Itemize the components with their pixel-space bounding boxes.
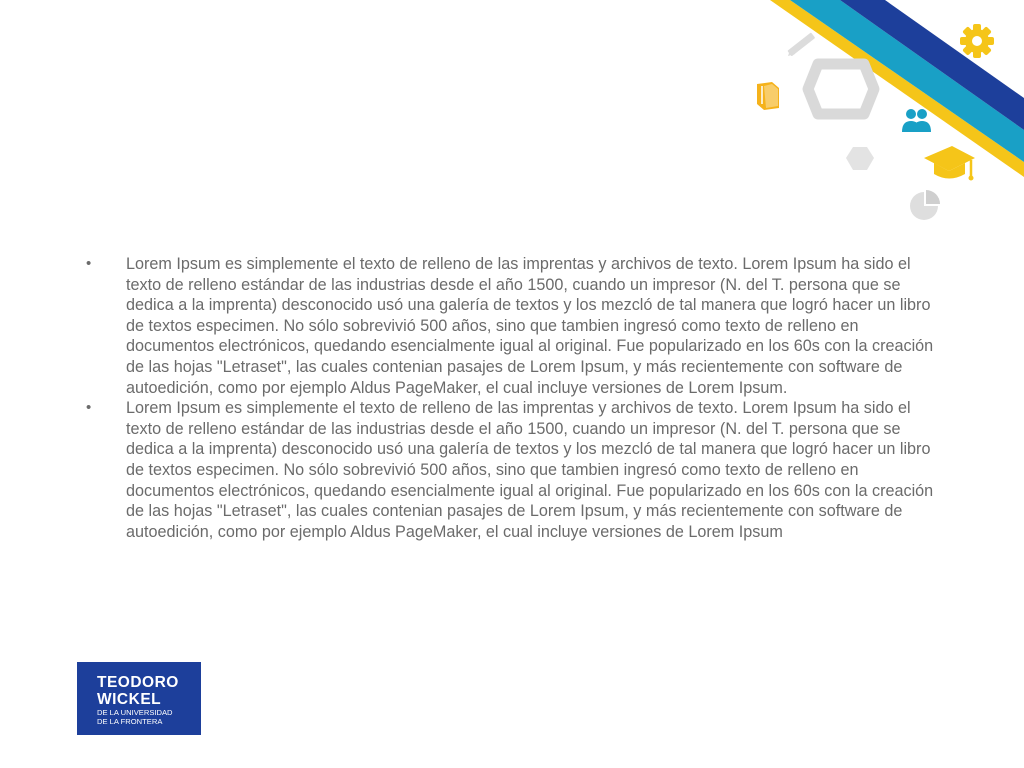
bullet-marker: • [86,399,92,417]
bullet-marker: • [86,255,92,272]
pencil-icon [787,32,815,56]
logo-line-frontera: DE LA FRONTERA [97,717,163,726]
users-icon [902,109,931,132]
gear-icon [960,24,994,58]
bullet-text: Lorem Ipsum es simplemente el texto de relleno de las imprentas y archivos de texto. Lorem Ipsum ha sido el texto de relleno estándar de las industrias desde el año 1500, cuando un impresor (N. del T. persona que se dedica a la imprenta) desconocido usó una galería de textos y los mezcló de tal manera que logró hacer un libro de textos especimen. No sólo sobrevivió 500 años, sino que tambien ingresó como texto de relleno en documentos electrónicos, quedando esencialmente igual al original. Fue popularizado en los 60s con la creación de las hojas "Letraset", las cuales contenian pasajes de Lorem Ipsum, y más recientemente con software de autoedición, como por ejemplo Aldus PageMaker, el cual incluye versiones de Lorem Ipsum. [126,255,934,397]
bullet-text: Lorem Ipsum es simplemente el texto de relleno de las imprentas y archivos de texto. Lorem Ipsum ha sido el texto de relleno estándar de las industrias desde el año 1500, cuando un impresor (N. del T. persona que se dedica a la imprenta) desconocido usó una galería de textos y los mezcló de tal manera que logró hacer un libro de textos especimen. No sólo sobrevivió 500 años, sino que tambien ingresó como texto de relleno en documentos electrónicos, quedando esencialmente igual al original. Fue popularizado en los 60s con la creación de las hojas "Letraset", las cuales contenian pasajes de Lorem Ipsum, y más recientemente con software de autoedición, como por ejemplo Aldus PageMaker, el cual incluye versiones de Lorem Ipsum [126,399,934,541]
university-logo [77,662,201,735]
bullet-item [86,254,942,398]
hexagon-icon [808,64,874,114]
bullet-item [86,398,942,542]
book-icon [757,82,779,110]
graduation-cap-icon [924,146,975,181]
logo-line-teodoro: TEODORO [97,674,179,691]
logo-line-universidad: DE LA UNIVERSIDAD [97,708,173,717]
pie-chart-icon [910,190,940,220]
bullet-list [86,254,942,542]
logo-line-wickel: WICKEL [97,691,162,708]
small-hexagon-icon [846,147,874,170]
